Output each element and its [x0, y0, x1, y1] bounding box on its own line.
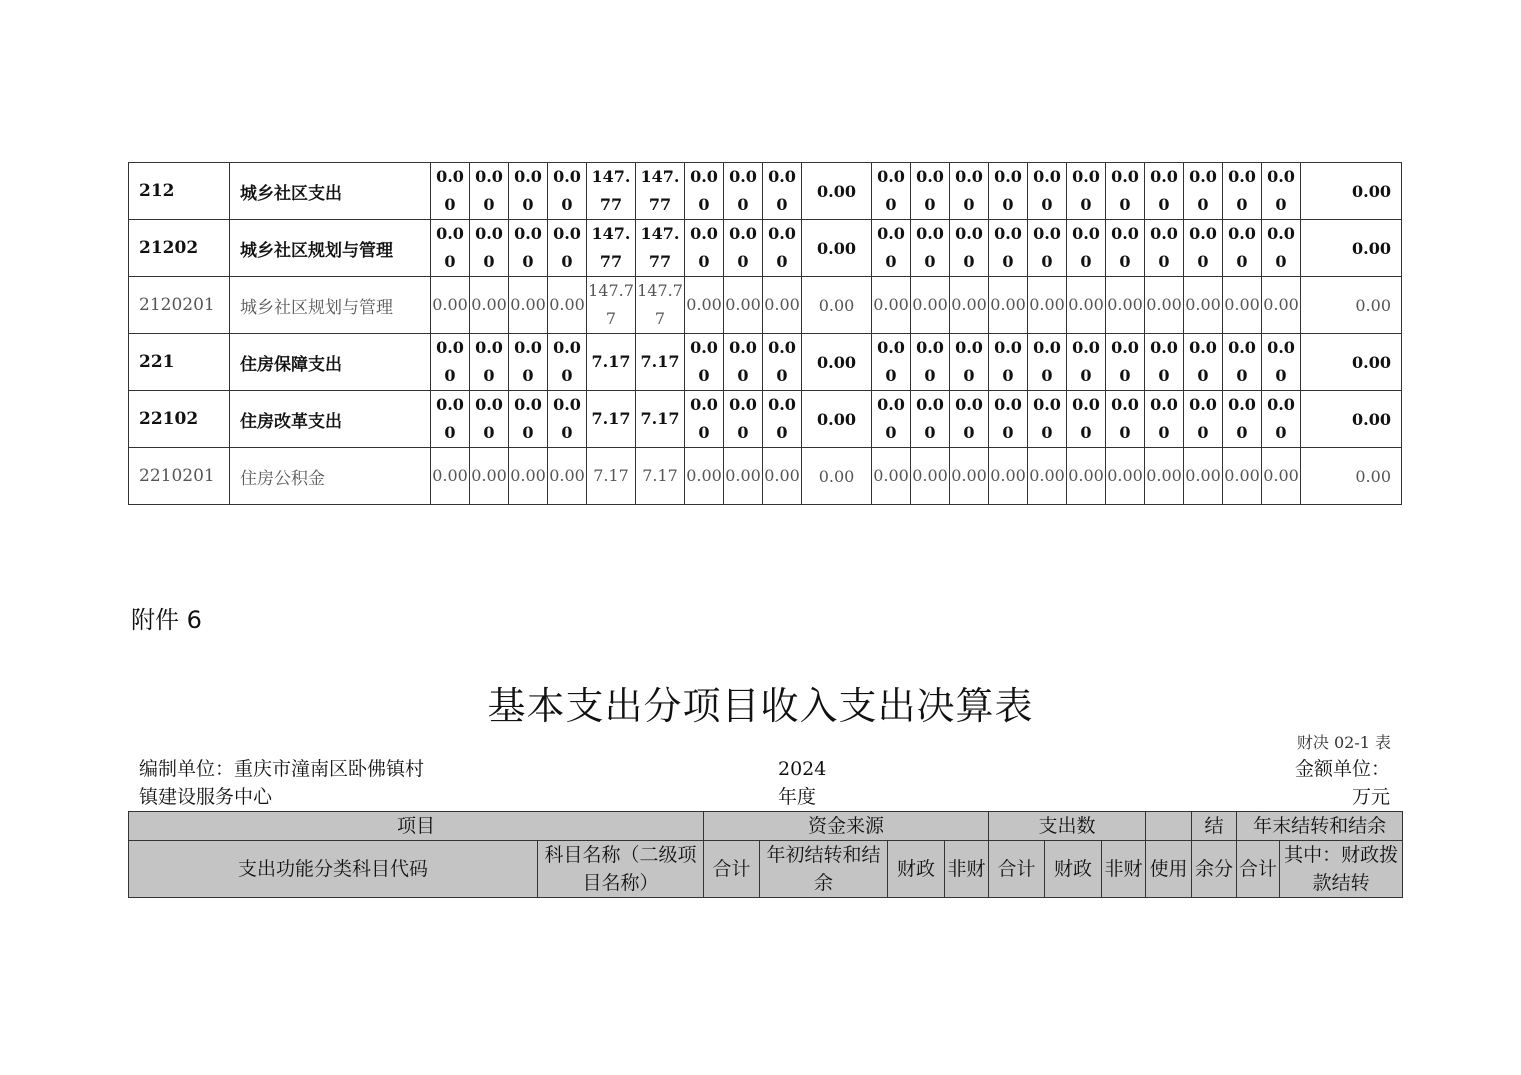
compiling-unit-line2: 镇建设服务中心	[139, 786, 273, 808]
row-value: 0.00	[1145, 277, 1184, 334]
header-fiscal-funding: 财政	[888, 841, 945, 898]
row-value: 0.00	[431, 163, 470, 220]
row-value: 0.00	[1145, 163, 1184, 220]
row-value: 0.00	[724, 277, 763, 334]
row-value: 0.00	[989, 448, 1028, 505]
page-title: 基本支出分项目收入支出决算表	[487, 684, 1034, 728]
header-total-expense: 合计	[989, 841, 1045, 898]
row-value: 0.00	[431, 277, 470, 334]
row-code: 21202	[129, 220, 230, 277]
row-value: 0.00	[802, 163, 872, 220]
row-code: 22102	[129, 391, 230, 448]
row-value: 0.00	[1223, 220, 1262, 277]
row-value: 0.00	[470, 391, 509, 448]
row-name: 住房改革支出	[230, 391, 431, 448]
row-value: 0.00	[989, 163, 1028, 220]
table-row	[129, 334, 1402, 391]
row-name: 城乡社区支出	[230, 163, 431, 220]
row-value: 0.00	[470, 448, 509, 505]
row-value: 0.00	[1106, 277, 1145, 334]
header-balance: 余分	[1192, 841, 1237, 898]
header-item-name: 科目名称（二级项目名称）	[538, 841, 704, 898]
header-fiscal-expense: 财政	[1045, 841, 1102, 898]
row-value: 0.00	[685, 277, 724, 334]
row-value: 0.00	[1184, 277, 1223, 334]
fiscal-year-line1: 2024	[778, 758, 827, 780]
row-value: 0.00	[431, 391, 470, 448]
row-value: 0.00	[685, 391, 724, 448]
row-value: 0.00	[1028, 448, 1067, 505]
row-value: 0.00	[1067, 277, 1106, 334]
header-funding-source: 资金来源	[704, 812, 989, 841]
row-value: 0.00	[872, 448, 911, 505]
row-value: 147.77	[636, 220, 685, 277]
row-value: 0.00	[763, 334, 802, 391]
header-table	[128, 811, 1403, 898]
row-value: 0.00	[1145, 391, 1184, 448]
table-row	[129, 448, 1402, 505]
header-nonfiscal-funding: 非财	[945, 841, 989, 898]
row-code: 2120201	[129, 277, 230, 334]
row-value: 0.00	[470, 334, 509, 391]
row-value: 0.00	[1028, 220, 1067, 277]
row-value: 0.00	[763, 220, 802, 277]
row-value: 0.00	[685, 334, 724, 391]
row-value: 0.00	[1301, 277, 1402, 334]
row-value: 0.00	[509, 220, 548, 277]
row-value: 0.00	[685, 220, 724, 277]
row-value: 0.00	[1028, 277, 1067, 334]
row-value: 0.00	[989, 277, 1028, 334]
row-value: 147.77	[587, 220, 636, 277]
row-value: 7.17	[636, 334, 685, 391]
row-value: 0.00	[1223, 277, 1262, 334]
row-value: 0.00	[989, 334, 1028, 391]
fiscal-year-line2: 年度	[778, 786, 817, 808]
row-value: 0.00	[509, 277, 548, 334]
row-value: 0.00	[911, 391, 950, 448]
row-value: 0.00	[1067, 163, 1106, 220]
header-carryover: 年初结转和结余	[760, 841, 888, 898]
amount-unit	[1295, 755, 1390, 811]
row-value: 0.00	[431, 448, 470, 505]
row-code: 212	[129, 163, 230, 220]
header-yearend: 年末结转和结余	[1237, 812, 1403, 841]
row-value: 0.00	[802, 277, 872, 334]
row-value: 0.00	[1301, 220, 1402, 277]
row-value: 0.00	[724, 334, 763, 391]
row-value: 0.00	[1223, 391, 1262, 448]
header-expenditure: 支出数	[989, 812, 1146, 841]
row-value: 0.00	[509, 163, 548, 220]
header-use: 使用	[1146, 841, 1192, 898]
amount-unit-line2: 万元	[1351, 786, 1390, 808]
row-value: 0.00	[1145, 220, 1184, 277]
row-value: 0.00	[950, 391, 989, 448]
row-value: 0.00	[802, 391, 872, 448]
row-value: 0.00	[1145, 448, 1184, 505]
row-value: 0.00	[1106, 448, 1145, 505]
row-value: 0.00	[509, 334, 548, 391]
row-value: 0.00	[548, 334, 587, 391]
header-nonfiscal-expense: 非财	[1102, 841, 1146, 898]
row-value: 147.77	[587, 163, 636, 220]
row-value: 0.00	[685, 163, 724, 220]
row-value: 0.00	[548, 448, 587, 505]
header-total-funding: 合计	[704, 841, 760, 898]
row-value: 0.00	[763, 163, 802, 220]
row-value: 0.00	[1262, 163, 1301, 220]
row-value: 0.00	[802, 220, 872, 277]
header-project: 项目	[129, 812, 704, 841]
row-value: 0.00	[1184, 334, 1223, 391]
row-value: 0.00	[1106, 334, 1145, 391]
row-value: 0.00	[950, 163, 989, 220]
row-value: 0.00	[1184, 220, 1223, 277]
row-value: 0.00	[1262, 220, 1301, 277]
header-balance-top: 结	[1192, 812, 1237, 841]
row-value: 0.00	[1223, 334, 1262, 391]
row-value: 0.00	[950, 334, 989, 391]
row-value: 147.77	[587, 277, 636, 334]
row-value: 7.17	[587, 334, 636, 391]
row-value: 0.00	[1301, 163, 1402, 220]
header-use-top	[1146, 812, 1192, 841]
row-name: 城乡社区规划与管理	[230, 220, 431, 277]
row-name: 城乡社区规划与管理	[230, 277, 431, 334]
row-value: 0.00	[1106, 220, 1145, 277]
row-value: 0.00	[470, 220, 509, 277]
row-name: 住房保障支出	[230, 334, 431, 391]
row-value: 0.00	[911, 220, 950, 277]
row-value: 0.00	[911, 334, 950, 391]
compiling-unit-line1: 编制单位：重庆市潼南区卧佛镇村	[139, 758, 425, 780]
header-function-code: 支出功能分类科目代码	[129, 841, 538, 898]
expenditure-table	[128, 162, 1402, 505]
amount-unit-line1: 金额单位：	[1294, 758, 1390, 780]
row-value: 0.00	[1301, 448, 1402, 505]
row-value: 0.00	[431, 334, 470, 391]
row-value: 0.00	[548, 277, 587, 334]
row-value: 0.00	[724, 448, 763, 505]
row-value: 0.00	[470, 277, 509, 334]
row-value: 0.00	[950, 220, 989, 277]
row-value: 0.00	[872, 391, 911, 448]
row-value: 0.00	[1067, 448, 1106, 505]
row-value: 0.00	[548, 163, 587, 220]
row-value: 0.00	[1223, 448, 1262, 505]
row-value: 0.00	[872, 163, 911, 220]
row-value: 0.00	[548, 220, 587, 277]
row-value: 0.00	[1028, 163, 1067, 220]
fiscal-year	[778, 755, 826, 811]
row-value: 0.00	[989, 391, 1028, 448]
row-value: 0.00	[872, 220, 911, 277]
row-value: 0.00	[509, 448, 548, 505]
row-value: 0.00	[1184, 391, 1223, 448]
row-value: 0.00	[1067, 334, 1106, 391]
row-value: 0.00	[431, 220, 470, 277]
row-value: 0.00	[1184, 163, 1223, 220]
row-value: 0.00	[1067, 391, 1106, 448]
table-row	[129, 220, 1402, 277]
row-value: 0.00	[802, 448, 872, 505]
row-value: 7.17	[636, 391, 685, 448]
row-value: 0.00	[1223, 163, 1262, 220]
row-value: 0.00	[950, 448, 989, 505]
row-name: 住房公积金	[230, 448, 431, 505]
row-value: 0.00	[1301, 391, 1402, 448]
row-value: 0.00	[685, 448, 724, 505]
row-value: 0.00	[911, 277, 950, 334]
compiling-unit	[139, 755, 424, 811]
row-value: 0.00	[1145, 334, 1184, 391]
row-value: 0.00	[724, 163, 763, 220]
row-value: 0.00	[763, 448, 802, 505]
row-value: 0.00	[911, 448, 950, 505]
row-value: 0.00	[724, 391, 763, 448]
header-fiscal-carryover: 其中：财政拨款结转	[1280, 841, 1403, 898]
row-value: 0.00	[548, 391, 587, 448]
row-value: 0.00	[1262, 391, 1301, 448]
row-value: 0.00	[1028, 334, 1067, 391]
row-code: 2210201	[129, 448, 230, 505]
table-row	[129, 163, 1402, 220]
row-value: 0.00	[509, 391, 548, 448]
row-value: 7.17	[636, 448, 685, 505]
row-value: 0.00	[1184, 448, 1223, 505]
row-value: 0.00	[1028, 391, 1067, 448]
row-value: 0.00	[1301, 334, 1402, 391]
row-value: 0.00	[872, 277, 911, 334]
row-value: 0.00	[911, 163, 950, 220]
row-value: 0.00	[763, 277, 802, 334]
row-value: 147.77	[636, 163, 685, 220]
row-value: 147.77	[636, 277, 685, 334]
row-value: 0.00	[1106, 391, 1145, 448]
row-value: 7.17	[587, 391, 636, 448]
header-total-yearend: 合计	[1237, 841, 1280, 898]
row-value: 0.00	[763, 391, 802, 448]
row-code: 221	[129, 334, 230, 391]
row-value: 0.00	[802, 334, 872, 391]
row-value: 0.00	[724, 220, 763, 277]
attachment-label: 附件 6	[131, 606, 202, 634]
row-value: 0.00	[1106, 163, 1145, 220]
row-value: 0.00	[1067, 220, 1106, 277]
table-row	[129, 277, 1402, 334]
row-value: 7.17	[587, 448, 636, 505]
table-row	[129, 391, 1402, 448]
row-value: 0.00	[1262, 334, 1301, 391]
row-value: 0.00	[872, 334, 911, 391]
row-value: 0.00	[950, 277, 989, 334]
form-number: 财决 02-1 表	[1296, 733, 1391, 752]
row-value: 0.00	[1262, 448, 1301, 505]
row-value: 0.00	[1262, 277, 1301, 334]
row-value: 0.00	[989, 220, 1028, 277]
row-value: 0.00	[470, 163, 509, 220]
